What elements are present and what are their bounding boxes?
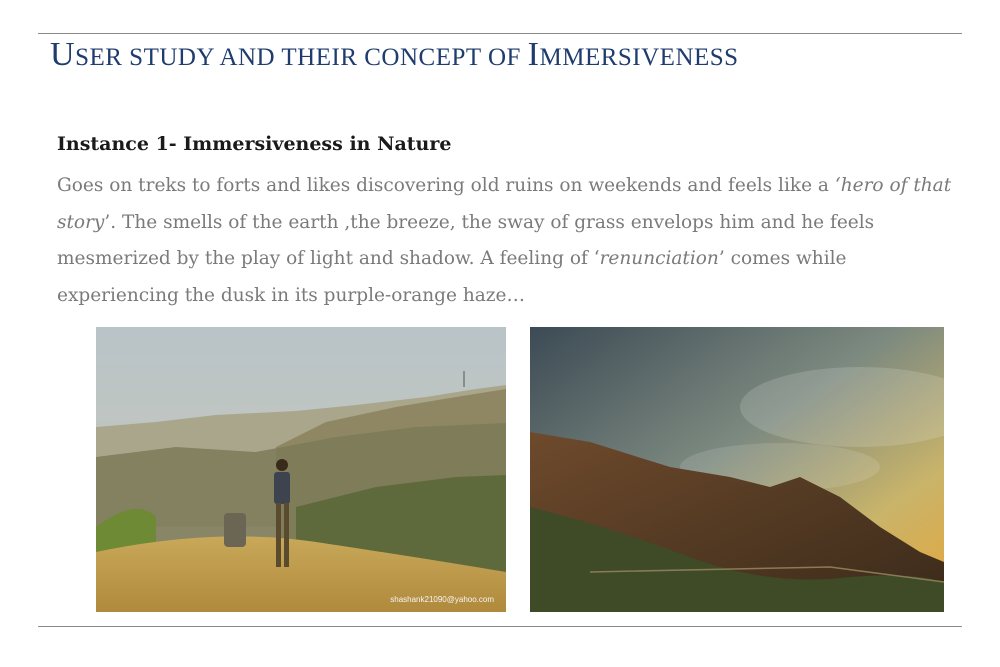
instance-heading: Instance 1- Immersiveness in Nature [57, 133, 452, 155]
title-segment: SER STUDY AND THEIR CONCEPT OF [75, 44, 528, 71]
trek-photo [96, 327, 506, 612]
paragraph-text: Goes on treks to forts and likes discovering old ruins on weekends and feels like a [57, 175, 835, 196]
title-segment: U [50, 36, 76, 73]
bottom-rule [38, 626, 962, 627]
paragraph-text: ’. The smells of the earth ,the breeze, the sway of grass envelops him and he feels mesmerized by the play of light and shadow. A feeling of ‘ [57, 211, 875, 269]
description-paragraph [57, 168, 962, 314]
top-rule [38, 33, 962, 34]
title-segment: MMERSIVENESS [539, 44, 739, 71]
trek-photo-illustration [96, 327, 506, 612]
slide-title [50, 36, 739, 74]
photo-watermark: shashank21090@yahoo.com [390, 595, 494, 604]
italic-phrase: renunciation [599, 248, 719, 269]
dusk-photo [530, 327, 944, 612]
title-segment: I [527, 36, 540, 73]
italic-phrase: ‘hero of that story [57, 175, 952, 233]
dusk-photo-illustration [530, 327, 944, 612]
paragraph-text: ’ comes while experiencing the dusk in its purple-orange haze… [57, 248, 847, 306]
